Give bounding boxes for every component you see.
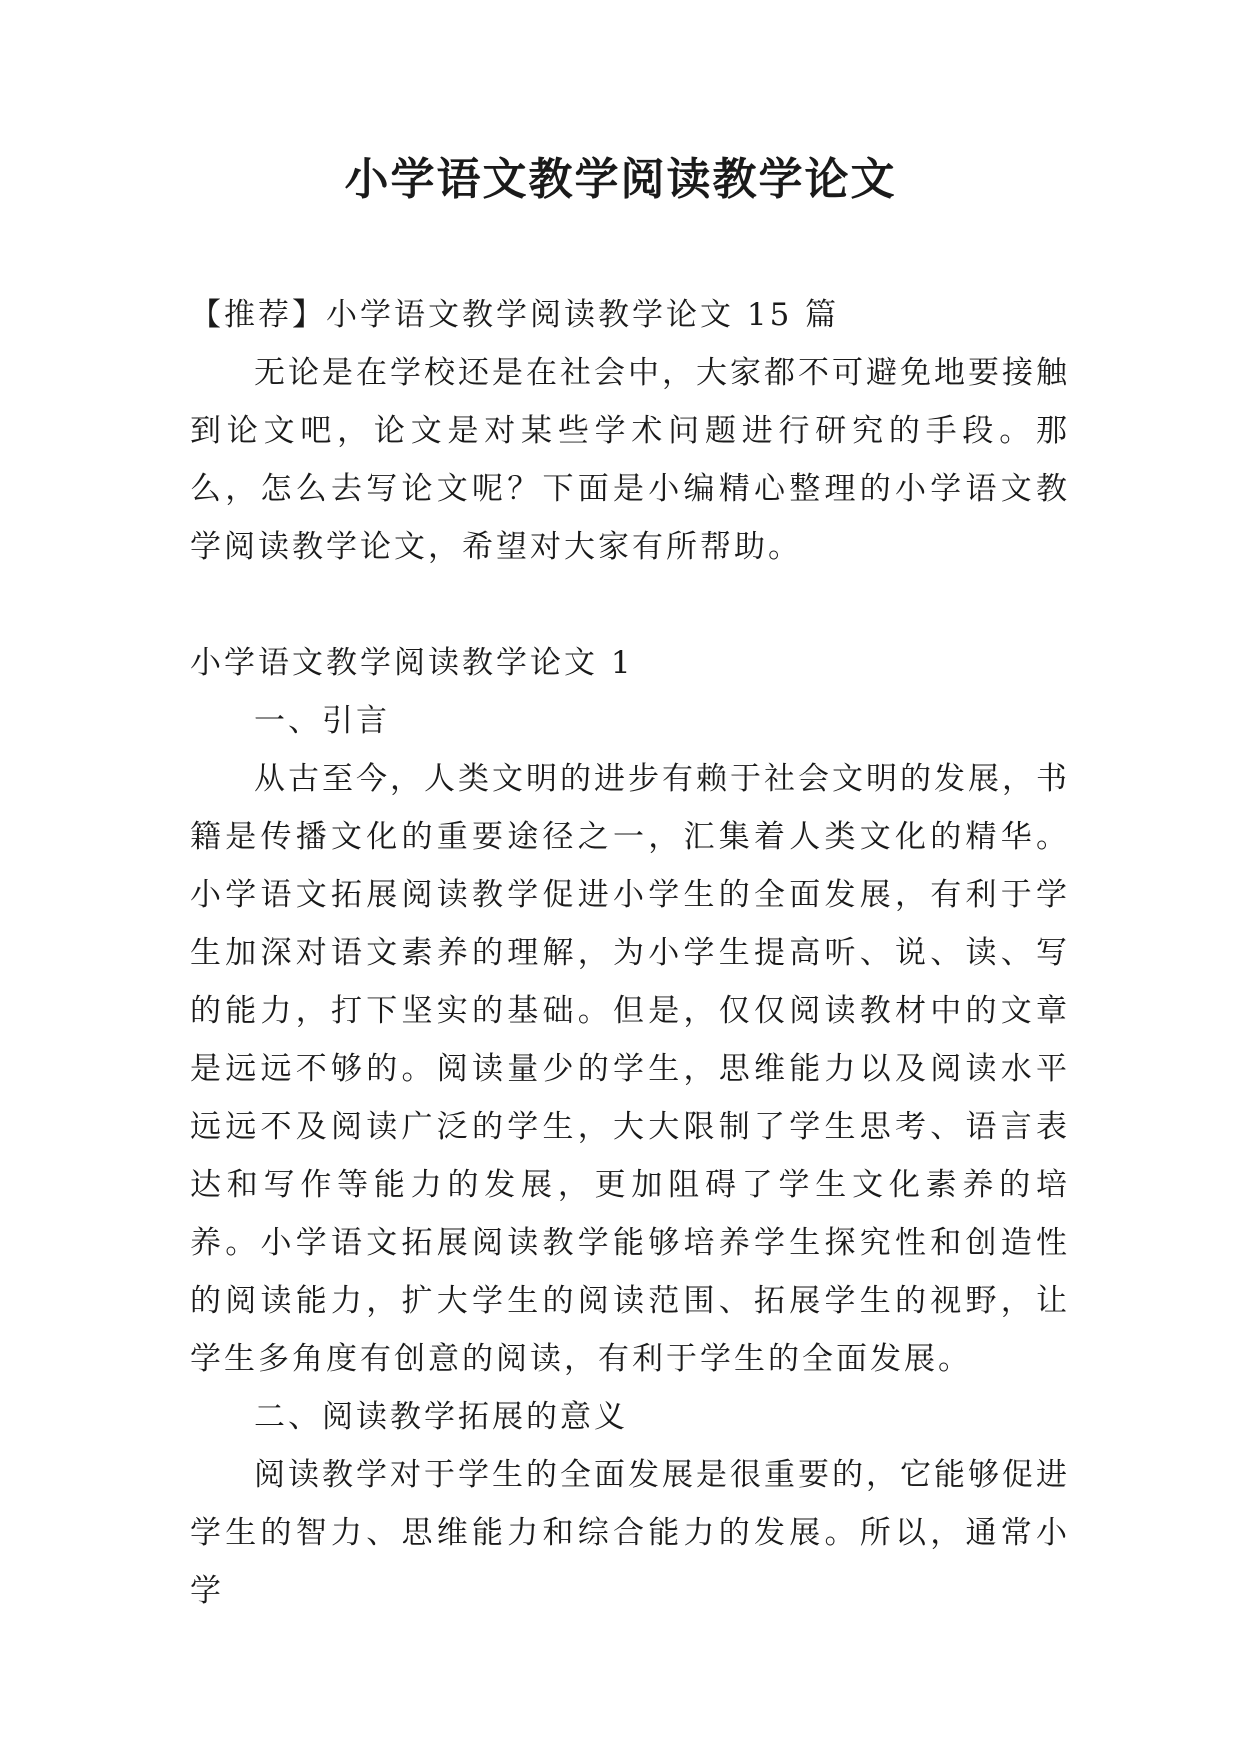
- subheading-significance: 二、阅读教学拓展的意义: [254, 1399, 628, 1435]
- recommend-line: 【推荐】小学语文教学阅读教学论文 15 篇: [190, 297, 840, 333]
- subheading-introduction: 一、引言: [254, 703, 390, 739]
- body-paragraph: 阅读教学对于学生的全面发展是很重要的，它能够促进学生的智力、思维能力和综合能力的发展。所以，通常小学: [190, 1457, 1070, 1609]
- body-paragraph: 从古至今，人类文明的进步有赖于社会文明的发展，书籍是传播文化的重要途径之一，汇集着人类文化的精华。小学语文拓展阅读教学促进小学生的全面发展，有利于学生加深对语文素养的理解，为小学生提高听、说、读、写的能力，打下坚实的基础。但是，仅仅阅读教材中的文章是远远不够的。阅读量少的学生，思维能力以及阅读水平远远不及阅读广泛的学生，大大限制了学生思考、语言表达和写作等能力的发展，更加阻碍了学生文化素养的培养。小学语文拓展阅读教学能够培养学生探究性和创造性的阅读能力，扩大学生的阅读范围、拓展学生的视野，让学生多角度有创意的阅读，有利于学生的全面发展。: [190, 761, 1070, 1377]
- intro-paragraph: 无论是在学校还是在社会中，大家都不可避免地要接触到论文吧，论文是对某些学术问题进行研究的手段。那么，怎么去写论文呢？下面是小编精心整理的小学语文教学阅读教学论文，希望对大家有所帮助。: [190, 355, 1070, 565]
- spacer: [190, 576, 1070, 634]
- section-heading: 小学语文教学阅读教学论文 1: [190, 645, 634, 681]
- document-title: 小学语文教学阅读教学论文: [344, 154, 897, 205]
- document-body: [190, 286, 1070, 1620]
